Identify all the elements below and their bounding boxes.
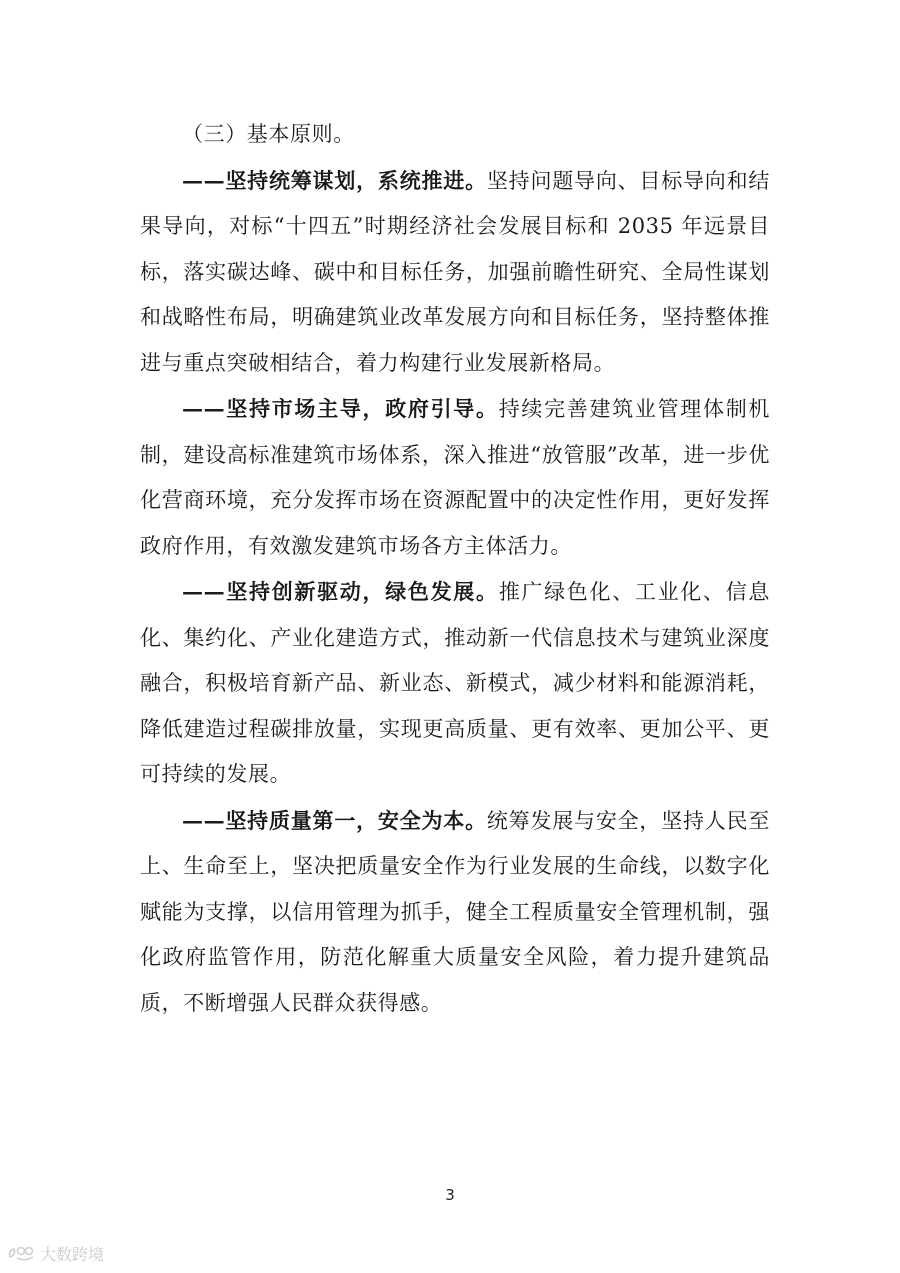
- principle-lead: ——坚持统筹谋划，系统推进。: [182, 167, 487, 193]
- principle-lead: ——坚持质量第一，安全为本。: [182, 807, 487, 833]
- principle-body: 持续完善建筑业管理体制机制，建设高标准建筑市场体系，深入推进“放管服”改革，进一步优化营商环境，充分发挥市场在资源配置中的决定性作用，更好发挥政府作用，有效激发建筑市场各方主体活力。: [140, 397, 770, 558]
- principle-paragraph: [140, 386, 770, 569]
- watermark: [6, 1240, 104, 1266]
- principle-paragraph: [140, 798, 770, 1027]
- principle-paragraph: [140, 569, 770, 798]
- principle-paragraph: [140, 158, 770, 387]
- page-number: 3: [445, 1186, 455, 1204]
- principle-body: 统筹发展与安全，坚持人民至上、生命至上，坚决把质量安全作为行业发展的生命线，以数字化赋能为支撑，以信用管理为抓手，健全工程质量安全管理机制，强化政府监管作用，防范化解重大质量安全风险，着力提升建筑品质，不断增强人民群众获得感。: [140, 808, 770, 1015]
- watermark-logo-icon: [6, 1243, 36, 1263]
- document-body: [140, 112, 770, 1026]
- principle-body: 坚持问题导向、目标导向和结果导向，对标“十四五”时期经济社会发展目标和 2035 年远景目标，落实碳达峰、碳中和目标任务，加强前瞻性研究、全局性谋划和战略性布局，明确建筑业改革发展方向和目标任务，坚持整体推进与重点突破相结合，着力构建行业发展新格局。: [140, 168, 770, 375]
- section-heading: （三）基本原则。: [182, 122, 355, 146]
- principle-body: 推广绿色化、工业化、信息化、集约化、产业化建造方式，推动新一代信息技术与建筑业深度融合，积极培育新产品、新业态、新模式，减少材料和能源消耗，降低建造过程碳排放量，实现更高质量、更有效率、更加公平、更可持续的发展。: [140, 580, 770, 786]
- watermark-text: 大数跨境: [40, 1244, 105, 1264]
- principle-lead: ——坚持市场主导，政府引导。: [182, 396, 499, 421]
- principle-lead: ——坚持创新驱动，绿色发展。: [182, 579, 499, 604]
